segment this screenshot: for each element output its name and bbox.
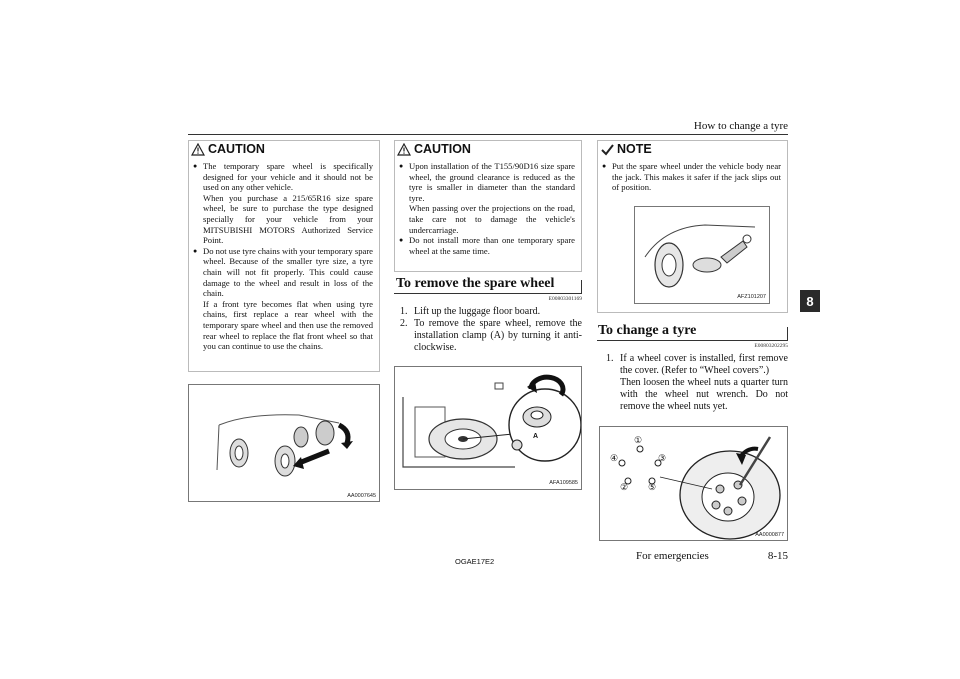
step-1-change [606,353,788,413]
caution-bullet [399,235,575,256]
note-header [598,141,652,157]
note-check-icon [600,143,614,156]
section-code: E00803301169 [548,296,582,302]
section-rule [597,340,788,341]
header-rule [188,134,788,135]
caution-paragraph: When passing over the projections on the road, take care not to damage the vehicle's undercarriage. [409,203,575,235]
step-1-remove [400,306,582,318]
note-bullet [602,161,781,193]
figure-code: AA0000877 [755,532,784,538]
figure-wheel-nuts [599,426,788,541]
footer-section: For emergencies [636,550,709,562]
caution-paragraph: Do not use tyre chains with your temporary spare wheel. Because of the smaller tyre size, a tyre chain will not fit properly. This could cause damage to the wheel and result in loss of the chain. [203,245,373,299]
figure-spare-under-body [634,206,770,304]
callout-label-a: A [533,433,539,440]
nut-label-2: ② [620,482,629,492]
figure-code: AFZ101207 [737,294,766,300]
section-rule-tick [581,280,582,294]
warning-triangle-icon [397,143,411,156]
caution-box-middle [394,140,582,272]
section-rule-tick [787,327,788,341]
page-number: 8-15 [767,550,788,562]
footer-code: OGAE17E2 [455,557,495,566]
step-number: 1. [400,306,408,317]
bullet-dot-icon: ● [399,162,404,170]
caution-paragraph: If a front tyre becomes flat when using tyre chains, first replace a rear wheel with the temporary spare wheel and then use the removed rear wheel to replace the flat front wheel so that you can continue to use the chains. [203,298,373,352]
caution-bullet [193,246,373,352]
caution-box-left [188,140,380,372]
figure-tyre-chains [188,384,380,502]
caution-label: CAUTION [414,142,471,156]
caution-label: CAUTION [208,142,265,156]
note-label: NOTE [617,142,652,156]
section-title-remove-spare: To remove the spare wheel [396,276,555,291]
caution-body [193,161,373,352]
figure-spare-wheel-clamp [394,366,582,490]
step-number: 1. [606,353,614,364]
caution-header [189,141,265,157]
bullet-dot-icon: ● [399,236,404,245]
bullet-dot-icon: ● [193,162,198,170]
step-text: To remove the spare wheel, remove the installation clamp (A) by turning it anti-clockwise. [414,318,582,353]
step-text: Then loosen the wheel nuts a quarter turn with the wheel nut wrench. Do not remove the wheel nuts yet. [620,377,788,412]
bullet-dot-icon: ● [602,162,607,170]
chapter-tab: 8 [800,290,820,312]
page-header-title: How to change a tyre [693,120,788,132]
step-text: If a wheel cover is installed, first remove the cover. (Refer to “Wheel covers”.) [620,353,788,376]
caution-header [395,141,471,157]
note-box [597,140,788,313]
note-body [602,161,781,193]
car-tyre-chains-illustration [189,385,379,501]
note-paragraph: Put the spare wheel under the vehicle body near the jack. This makes it safer if the jack slips out of position. [612,161,781,193]
figure-code: AFA109585 [549,480,578,486]
spare-under-vehicle-illustration [635,207,769,303]
caution-body [399,161,575,256]
step-text: Lift up the luggage floor board. [414,306,541,317]
luggage-spare-wheel-illustration [395,367,581,489]
section-code: E00803202295 [754,343,788,349]
bullet-dot-icon: ● [193,246,198,255]
step-2-remove [400,318,582,354]
nut-label-4: ④ [610,453,619,463]
caution-paragraph: Do not install more than one temporary spare wheel at the same time. [409,235,575,256]
caution-paragraph: When you purchase a 215/65R16 size spare wheel, be sure to purchase the type designed specially for your vehicle from your MITSUBISHI MOTORS Authorized Service Point. [203,192,373,246]
section-rule [394,293,582,294]
caution-bullet [193,161,373,246]
nut-label-1: ① [634,435,643,445]
nut-label-3: ③ [658,453,667,463]
section-title-change-tyre: To change a tyre [598,323,697,338]
caution-paragraph: The temporary spare wheel is specifically designed for your vehicle and it should not be used on any other vehicle. [203,161,373,193]
warning-triangle-icon [191,143,205,156]
caution-paragraph: Upon installation of the T155/90D16 size spare wheel, the ground clearance is reduced as the tyre is smaller in diameter than the standard tyre. [409,161,575,203]
caution-bullet [399,161,575,235]
step-number: 2. [400,318,408,329]
figure-code: AA0007645 [347,493,376,499]
nut-label-5: ⑤ [648,482,657,492]
